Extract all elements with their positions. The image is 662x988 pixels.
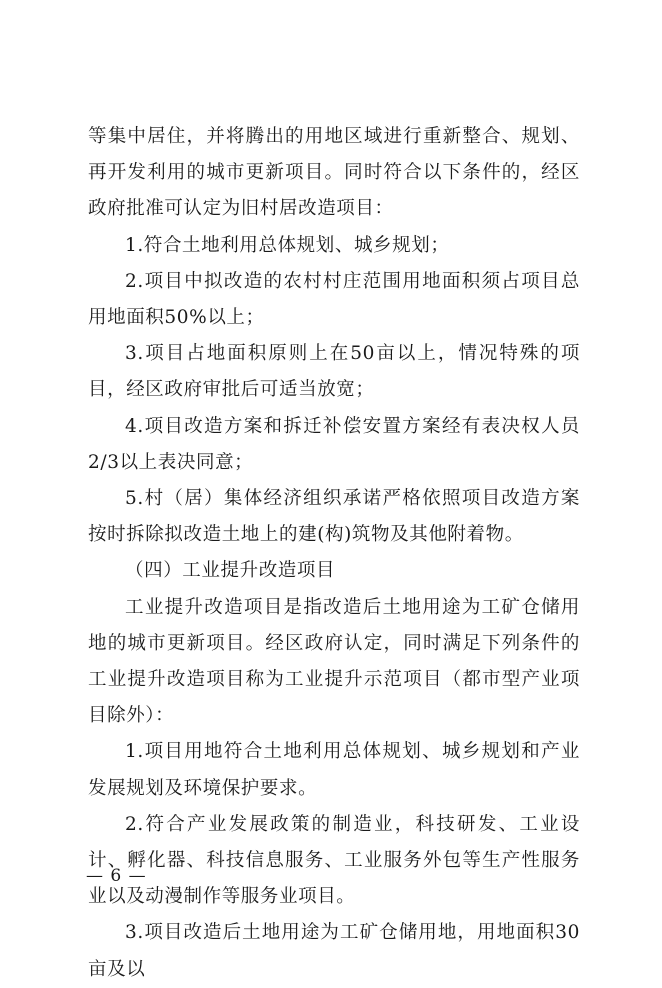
paragraph-item-4: 4.项目改造方案和拆迁补偿安置方案经有表决权人员2/3以上表决同意； xyxy=(88,415,580,473)
paragraph-item-3: 3.项目占地面积原则上在50亩以上，情况特殊的项目，经区政府审批后可适当放宽； xyxy=(88,343,580,401)
page-number: — 6 — xyxy=(86,866,147,886)
paragraph-item-2: 2.项目中拟改造的农村村庄范围用地面积须占项目总用地面积50%以上； xyxy=(88,270,580,329)
paragraph-continuation: 等集中居住，并将腾出的用地区域进行重新整合、规划、再开发利用的城市更新项目。同时符合以下条件的，经区政府批准可认定为旧村居改造项目： xyxy=(88,126,580,220)
paragraph-condition-3: 3.项目改造后土地用途为工矿仓储用地，用地面积30亩及以 xyxy=(88,922,580,980)
section-heading: （四）工业提升改造项目 xyxy=(125,560,336,582)
paragraph-condition-2: 2.符合产业发展政策的制造业，科技研发、工业设计、孵化器、科技信息服务、工业服务外包等生产性服务业以及动漫制作等服务业项目。 xyxy=(88,813,580,908)
document-body xyxy=(88,119,580,988)
paragraph-condition-1: 1.项目用地符合土地利用总体规划、城乡规划和产业发展规划及环境保护要求。 xyxy=(88,741,580,799)
paragraph-definition: 工业提升改造项目是指改造后土地用途为工矿仓储用地的城市更新项目。经区政府认定，同时满足下列条件的工业提升改造项目称为工业提升示范项目（都市型产业项目除外）： xyxy=(88,596,580,727)
paragraph-item-5: 5.村（居）集体经济组织承诺严格依照项目改造方案按时拆除拟改造土地上的建(构)筑物及其他附着物。 xyxy=(88,488,580,546)
paragraph-item-1: 1.符合土地利用总体规划、城乡规划； xyxy=(125,234,450,256)
